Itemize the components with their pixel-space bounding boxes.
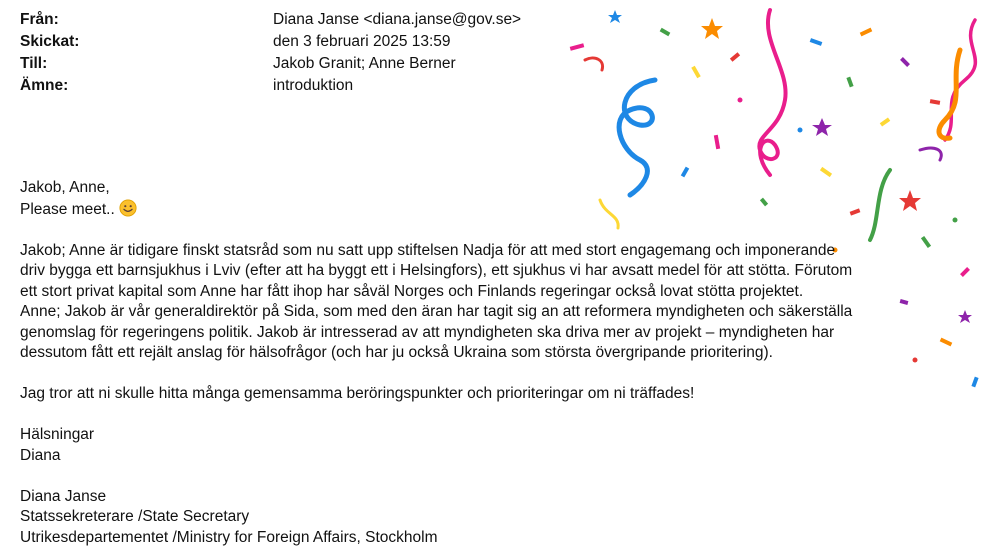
confetti-piece <box>660 28 671 36</box>
confetti-dot <box>798 128 803 133</box>
confetti-piece <box>940 338 953 347</box>
confetti-piece <box>846 77 853 88</box>
streamer-magenta <box>945 20 975 140</box>
paragraph-line: ett stort privat kapital som Anne har fått ihop har såväl Norges och Finlands regeringar också lovat stötta projektet. <box>20 282 804 300</box>
confetti-piece <box>971 377 978 388</box>
from-value: Diana Janse <diana.janse@gov.se> <box>273 11 522 28</box>
paragraph-line: dessutom fått ett rejält anslag för hälsofrågor (och har ju också Ukraina som största övergripande prioritering). <box>20 344 773 361</box>
closing-name: Diana <box>20 446 61 464</box>
confetti-piece <box>714 135 720 149</box>
closing: Hälsningar <box>20 426 95 443</box>
paragraph-2: Jag tror att ni skulle hitta många gemensamma beröringspunkter och prioriteringar om ni träffades! <box>20 385 695 402</box>
confetti-piece <box>730 52 740 61</box>
streamer-red <box>585 58 603 70</box>
confetti-piece <box>960 267 970 277</box>
smiley-face-icon <box>119 199 137 217</box>
confetti-dot <box>953 218 958 223</box>
signature-title: Statssekreterare /State Secretary <box>20 508 250 525</box>
greeting: Jakob, Anne, <box>20 179 110 196</box>
signature-org: Utrikesdepartementet /Ministry for Foreign Affairs, Stockholm <box>20 528 438 546</box>
please-meet-line <box>20 199 890 221</box>
confetti-piece <box>810 38 823 46</box>
from-label: Från: <box>20 11 59 28</box>
confetti-piece <box>820 167 832 177</box>
sent-label: Skickat: <box>20 33 80 50</box>
paragraph-line: Jakob; Anne är tidigare finskt statsråd som nu satt upp stiftelsen Nadja för att med stort engagemang och imponerande <box>20 241 836 259</box>
streamer-pink <box>759 10 785 175</box>
confetti-piece <box>570 43 585 50</box>
confetti-piece <box>691 66 700 78</box>
streamer-purple <box>920 148 941 160</box>
to-value: Jakob Granit; Anne Berner <box>273 55 456 72</box>
confetti-piece <box>930 99 941 105</box>
star-orange <box>701 18 723 39</box>
confetti-piece <box>681 167 689 178</box>
confetti-dot <box>738 98 743 103</box>
confetti-piece <box>880 117 890 126</box>
signature-name: Diana Janse <box>20 487 107 505</box>
star-red <box>899 190 921 211</box>
sent-value: den 3 februari 2025 13:59 <box>273 33 451 50</box>
email-body <box>20 178 890 548</box>
star-violet <box>958 310 972 323</box>
confetti-piece <box>900 299 909 305</box>
confetti-piece <box>860 28 873 37</box>
subject-label: Ämne: <box>20 77 69 94</box>
paragraph-line: genomslag för regeringens politik. Jakob är intresserad av att myndigheten ska driva mer av projekt – myndigheten har <box>20 323 835 341</box>
confetti-dot <box>913 358 918 363</box>
paragraph-line: Anne; Jakob är vår generaldirektör på Sida, som med den äran har tagit sig an att reformera myndigheten och säkerställa <box>20 303 853 320</box>
confetti-piece <box>921 236 931 248</box>
star-purple <box>812 118 832 136</box>
star-blue <box>608 10 622 23</box>
paragraph-line: driv bygga ett barnsjukhus i Lviv (efter att ha byggt ett i Helsingfors), ett sjukhus vi har avsatt medel för att stötta. Förutom <box>20 262 853 279</box>
to-label: Till: <box>20 55 48 72</box>
confetti-piece <box>900 57 910 67</box>
subject-value: introduktion <box>273 77 354 94</box>
please-meet-text: Please meet.. <box>20 200 115 218</box>
